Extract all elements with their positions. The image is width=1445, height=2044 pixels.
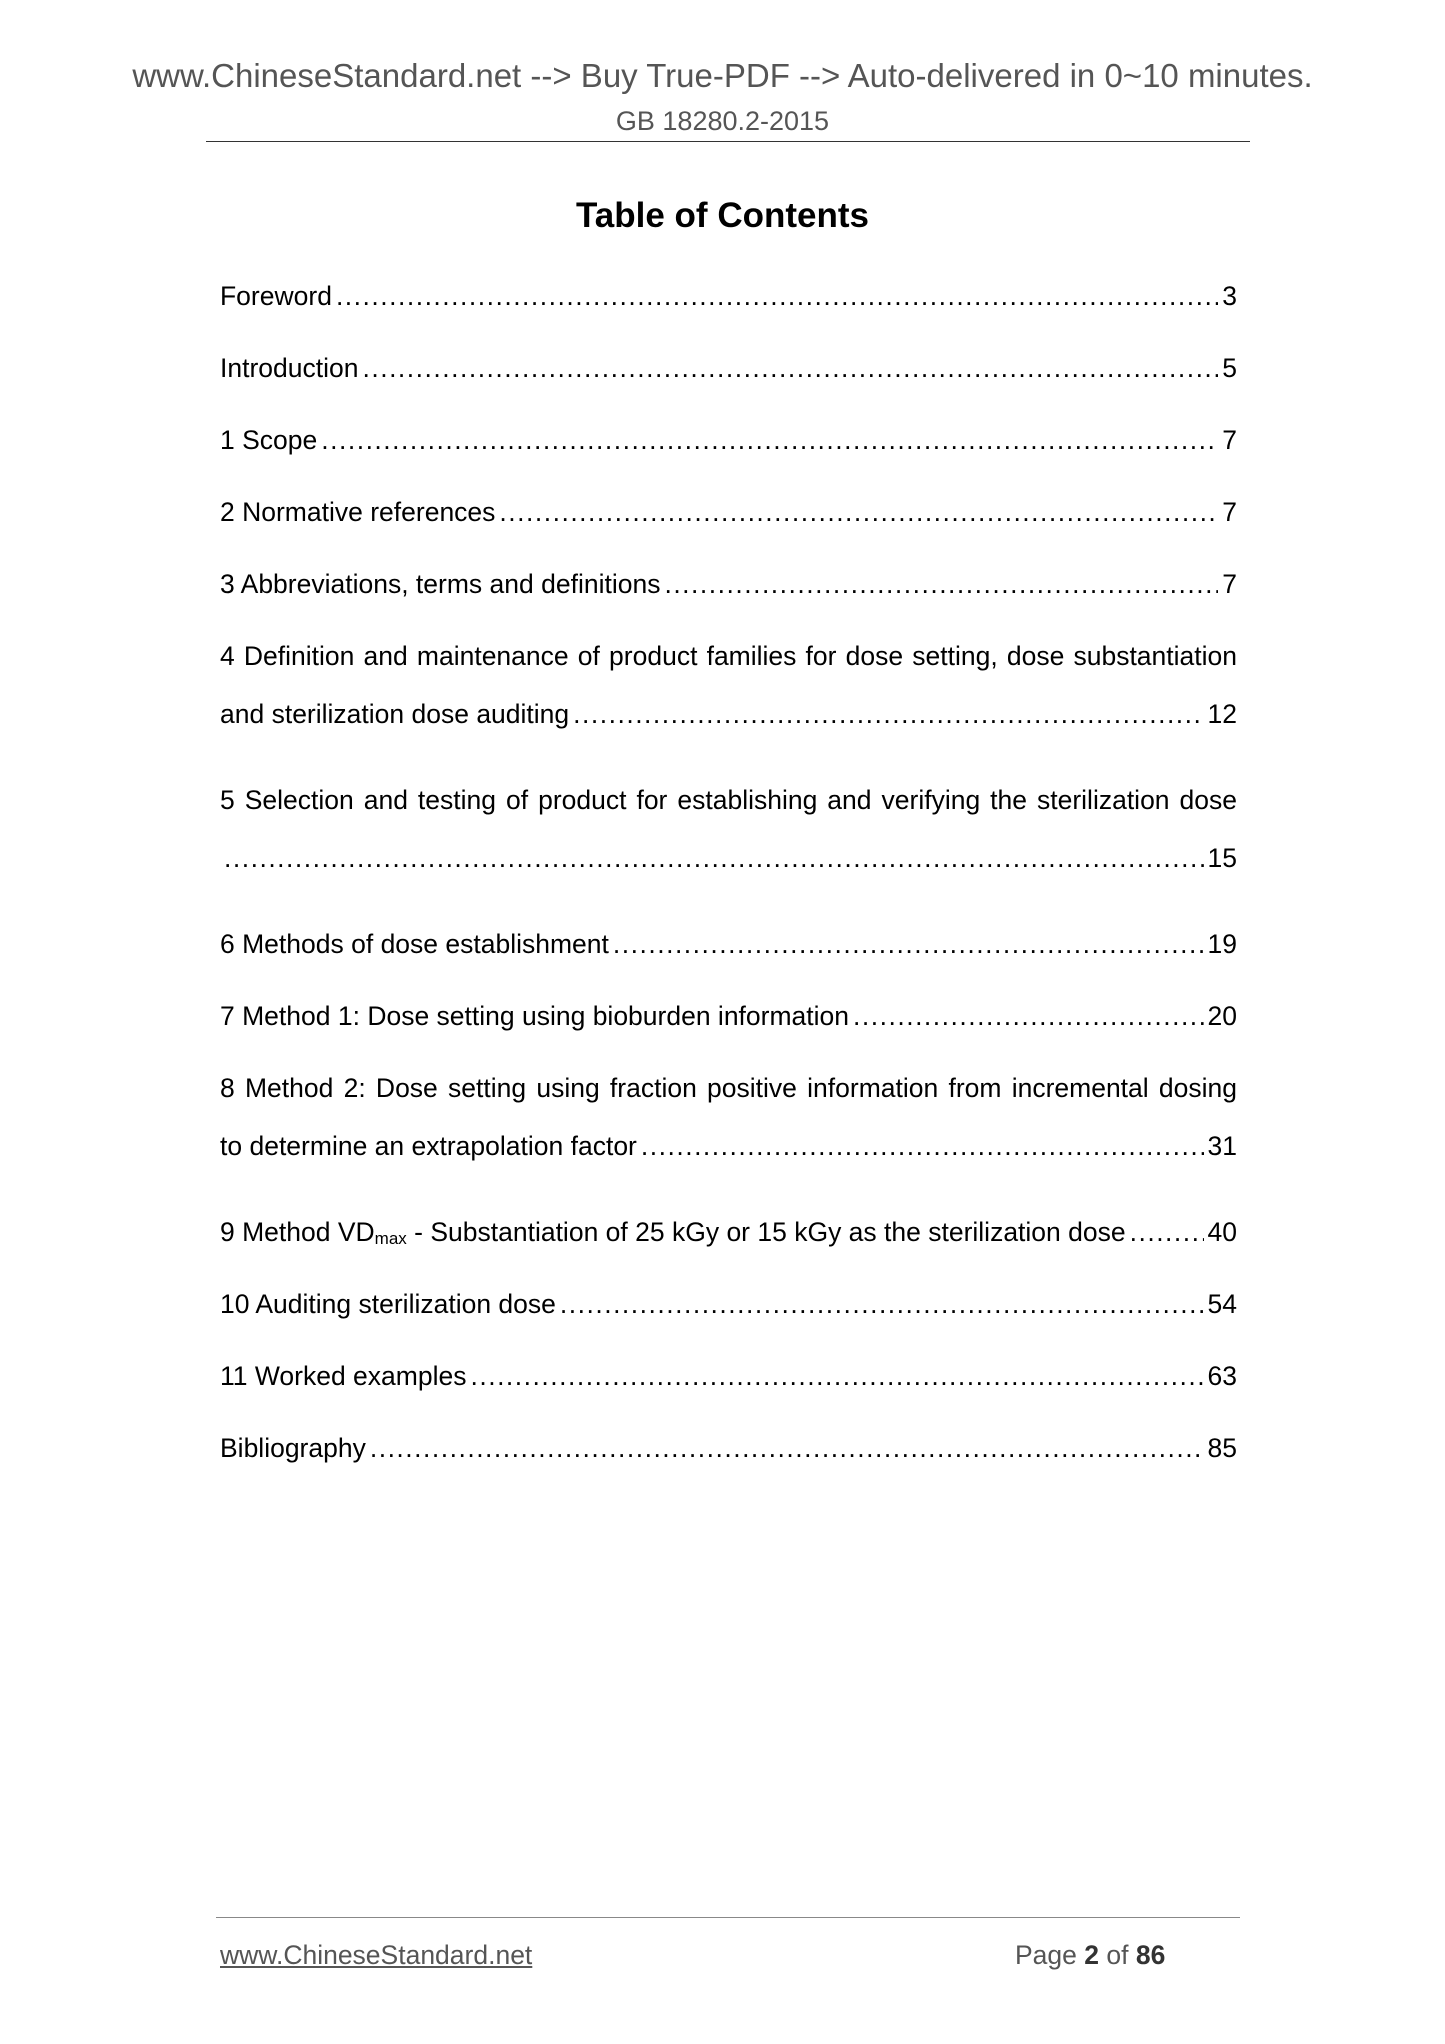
toc-entry-page: 3 [1222,281,1237,311]
header-divider [206,141,1250,142]
toc-entry-label-subscript: max [374,1229,407,1248]
toc-entry-label-line2: to determine an extrapolation factor [220,1131,637,1161]
header-banner: www.ChineseStandard.net --> Buy True-PDF --> Auto-delivered in 0~10 minutes. [132,57,1313,94]
toc-entry-label: Bibliography [220,1433,366,1463]
toc-dot-leader [321,422,1218,458]
toc-dot-leader [853,998,1203,1034]
toc-entry-introduction[interactable] [220,350,1237,386]
toc-entry-label: 1 Scope [220,425,318,455]
toc-entry-product-families[interactable] [220,638,1237,732]
toc-dot-leader [1130,1214,1204,1250]
toc-entry-scope[interactable] [220,422,1237,458]
toc-entry-foreword[interactable] [220,278,1237,314]
toc-entry-page: 7 [1222,425,1237,455]
page-total: 86 [1135,1940,1166,1970]
toc-entry-label: 7 Method 1: Dose setting using bioburden information [220,1001,850,1031]
toc-dot-leader [573,696,1203,732]
toc-entry-method-vdmax[interactable] [220,1214,1237,1257]
toc-entry-page: 54 [1207,1289,1237,1319]
toc-dot-leader [470,1358,1203,1394]
toc-entry-page: 19 [1207,929,1237,959]
toc-entry-label-line1: 8 Method 2: Dose setting using fraction positive information from incremental dosing [220,1073,1237,1103]
toc-entry-method-1[interactable] [220,998,1237,1034]
standard-number: GB 18280.2-2015 [615,106,830,136]
toc-entry-label-line1: 5 Selection and testing of product for establishing and verifying the sterilization dose [220,785,1237,815]
toc-entry-label-line1: 4 Definition and maintenance of product families for dose setting, dose substantiation [220,641,1237,671]
toc-entry-label-post: - Substantiation of 25 kGy or 15 kGy as the sterilization dose [406,1217,1126,1247]
toc-entry-label: 11 Worked examples [220,1361,467,1391]
toc-entry-label: 10 Auditing sterilization dose [220,1289,556,1319]
toc-entry-label-pre: 9 Method VD [220,1217,375,1247]
toc-dot-leader [613,926,1204,962]
toc-dot-leader [370,1430,1204,1466]
toc-entry-label: 3 Abbreviations, terms and definitions [220,569,661,599]
toc-entry-selection-testing[interactable] [220,782,1237,876]
toc-entry-method-2[interactable] [220,1070,1237,1164]
toc-entry-dose-establishment[interactable] [220,926,1237,962]
toc-entry-bibliography[interactable] [220,1430,1237,1466]
toc-entry-auditing[interactable] [220,1286,1237,1322]
toc-entry-page: 31 [1207,1131,1237,1161]
toc-entry-page: 7 [1222,497,1237,527]
toc-entry-label: 6 Methods of dose establishment [220,929,609,959]
toc-entry-page: 20 [1207,1001,1237,1031]
toc-dot-leader [560,1286,1204,1322]
toc-entry-page: 15 [1207,843,1237,873]
toc-entry-page: 12 [1207,699,1237,729]
toc-dot-leader [224,840,1204,876]
toc-dot-leader [362,350,1218,386]
toc-entry-worked-examples[interactable] [220,1358,1237,1394]
toc-entry-label-line2: and sterilization dose auditing [220,699,570,729]
toc-entry-label: 2 Normative references [220,497,496,527]
toc-entry-page: 40 [1207,1217,1237,1247]
toc-dot-leader [499,494,1218,530]
footer-divider [216,1917,1240,1918]
toc-dot-leader [336,278,1218,314]
toc-dot-leader [641,1128,1204,1164]
footer-page-number [1015,1938,1165,1972]
page-current: 2 [1084,1940,1100,1970]
toc-title: Table of Contents [576,196,869,235]
toc-entry-page: 5 [1222,353,1237,383]
footer-website-link[interactable]: www.ChineseStandard.net [220,1940,533,1970]
page-of: of [1106,1940,1129,1970]
toc-entry-label: Introduction [220,353,359,383]
toc-entry-page: 85 [1207,1433,1237,1463]
toc-entry-page: 63 [1207,1361,1237,1391]
page-label: Page [1015,1940,1077,1970]
toc-entry-label [220,1214,1126,1257]
toc-entry-label: Foreword [220,281,332,311]
toc-dot-leader [664,566,1218,602]
toc-entry-abbreviations[interactable] [220,566,1237,602]
toc-entry-page: 7 [1222,569,1237,599]
toc-entry-normative-references[interactable] [220,494,1237,530]
